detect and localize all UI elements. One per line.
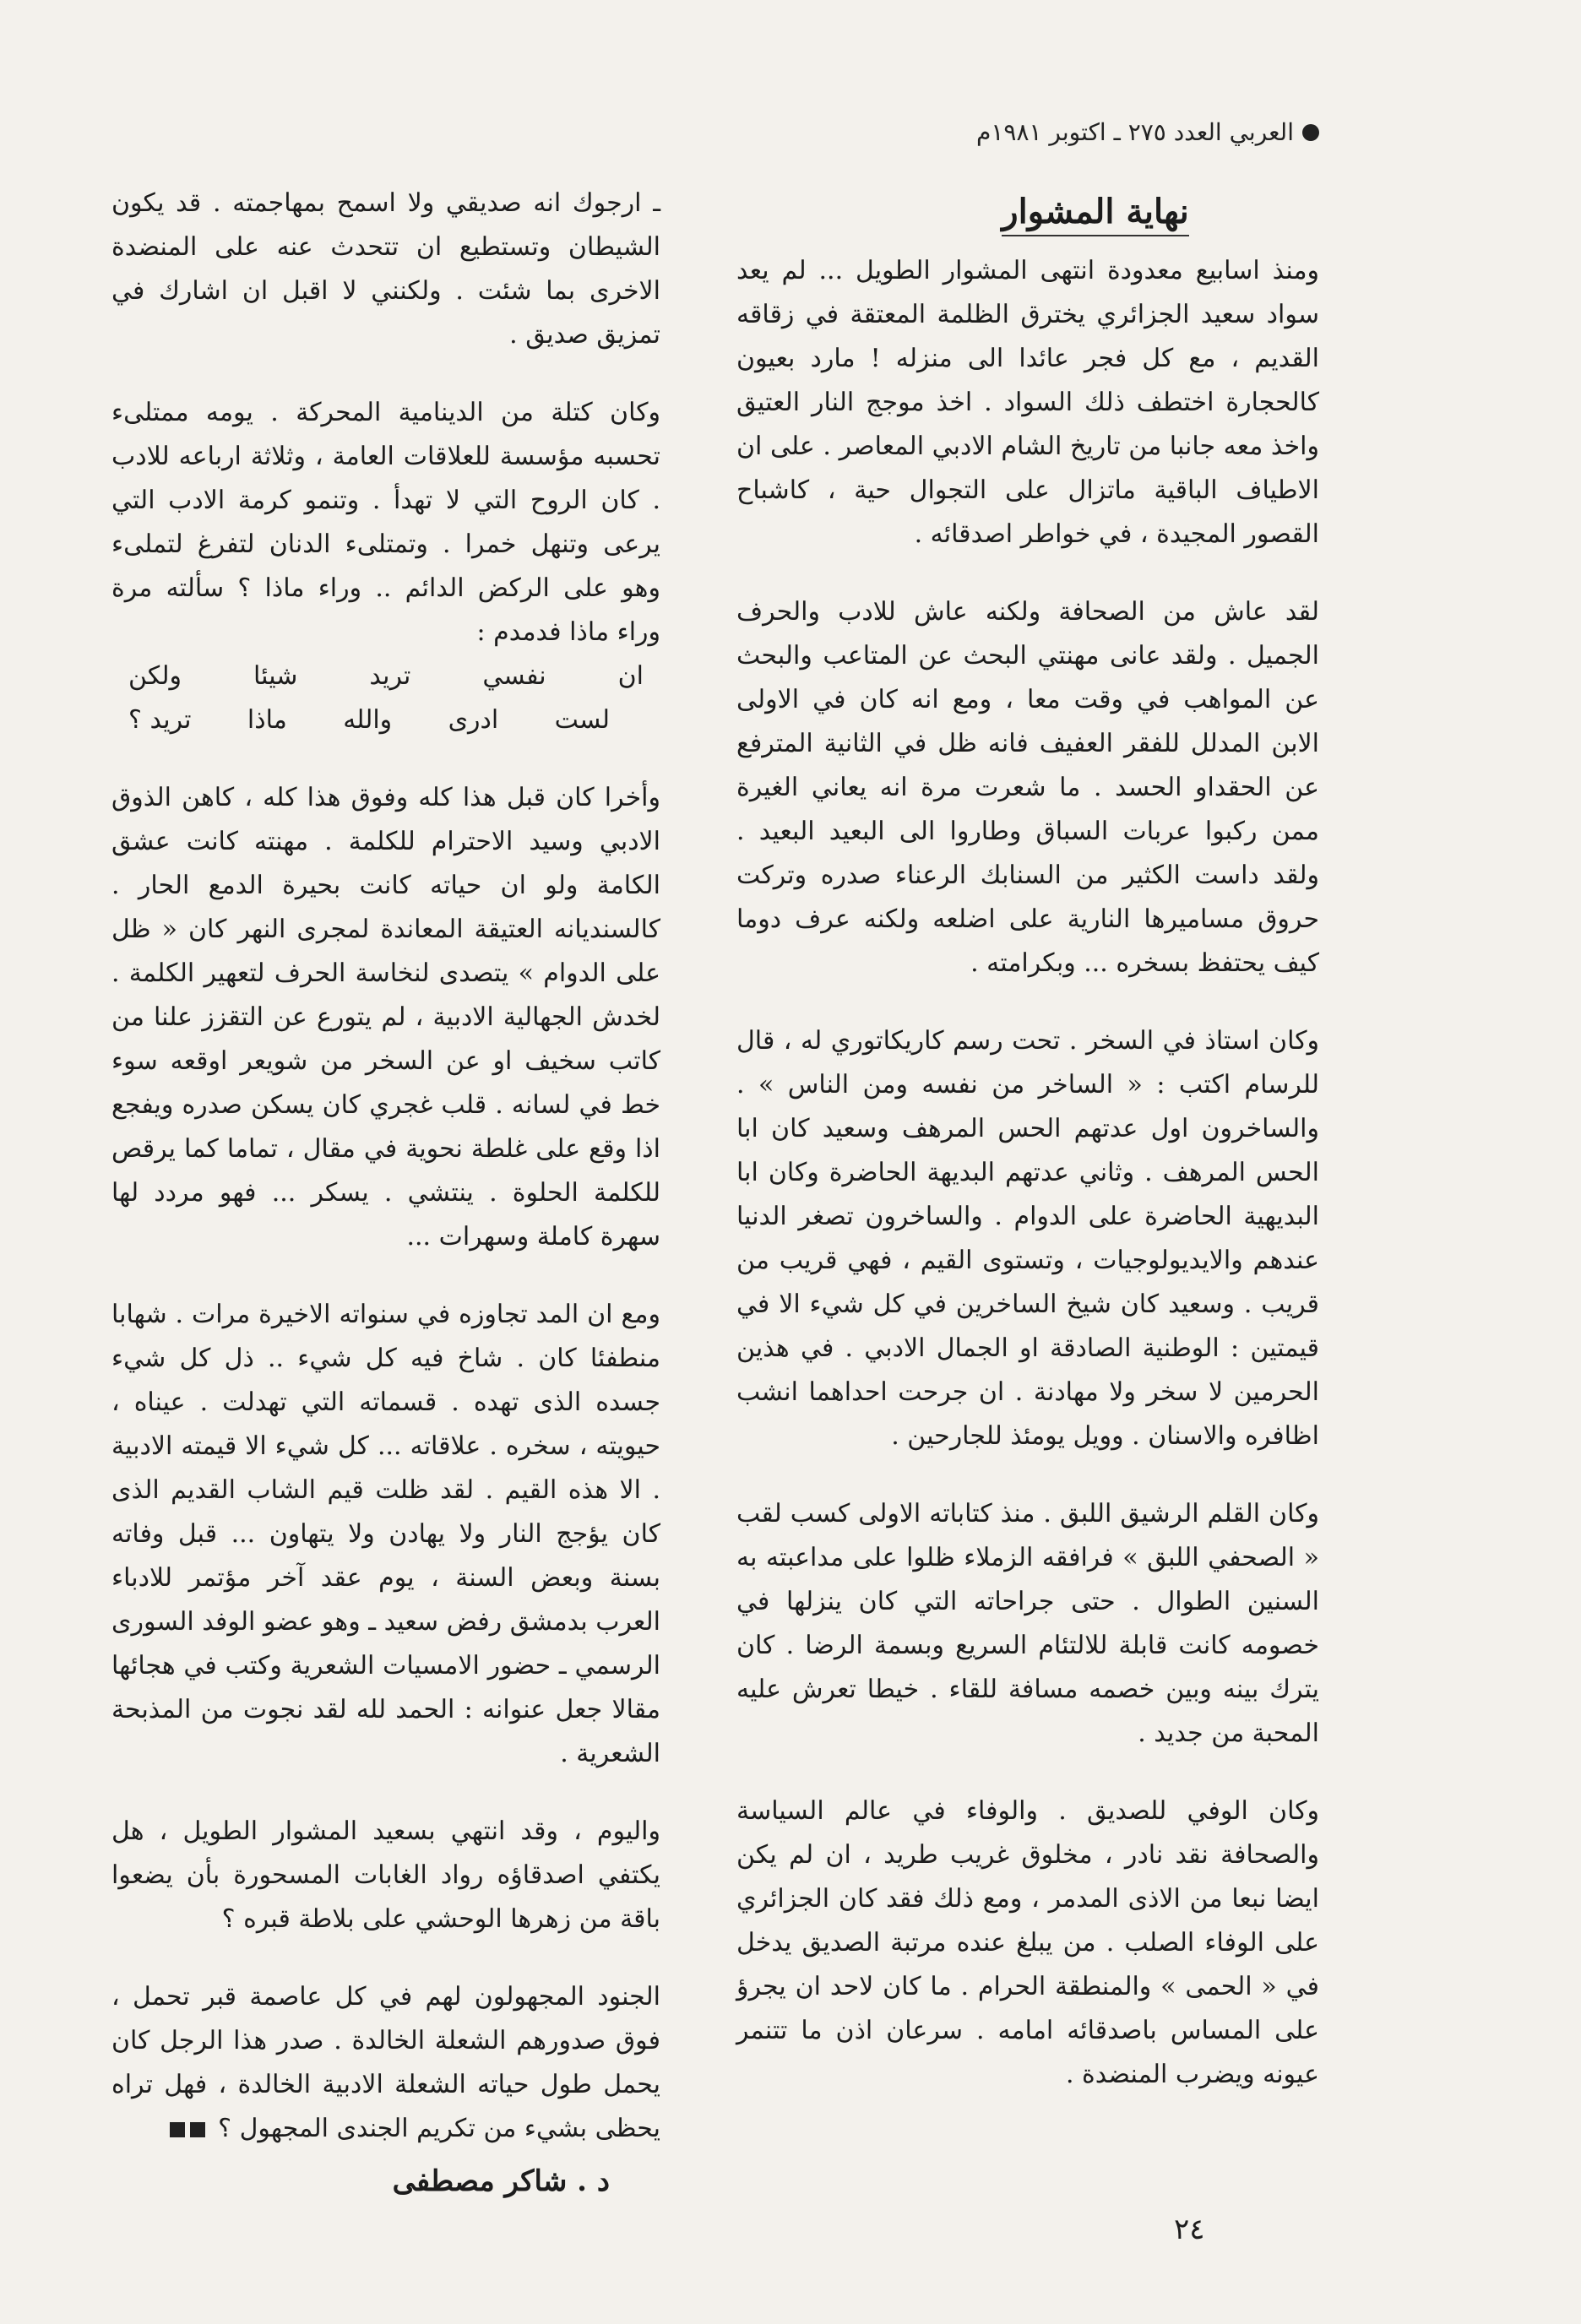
verse-word: والله [343, 705, 393, 735]
verse-word: ولكن [128, 661, 182, 691]
verse-word: نفسي [482, 661, 546, 691]
paragraph: ومع ان المد تجاوزه في سنواته الاخيرة مرات . شهابا منطفئا كان . شاخ فيه كل شيء .. ذل كل شيء جسده الذى تهده . قسماته التي تهدلت . عيناه ، حيويته ، سخره . علاقاته ... كل شيء الا قيمته الادبية . الا هذه القيم . لقد ظلت قيم الشاب القديم الذى كان يؤجج النار ولا يهادن ولا يتهاون ... قبل وفاته بسنة وبعض السنة ، يوم عقد آخر مؤتمر للادباء العرب بدمشق رفض سعيد ـ وهو عضو الوفد السورى الرسمي ـ حضور الامسيات الشعرية وكتب في هجائها مقالا جعل عنوانه : الحمد لله لقد نجوت من المذبحة الشعرية . [111, 1300, 661, 1768]
paragraph: وكان القلم الرشيق اللبق . منذ كتاباته الاولى كسب لقب « الصحفي اللبق » فرافقه الزملاء ظلوا على مداعبته به السنين الطوال . حتى جراحاته التي كان ينزلها في خصومه كانت قابلة للالتئام السريع وبسمة الرضا . كان يترك بينه وبين خصمه مسافة للقاء . خيطا تعرش عليه المحبة من جديد . [736, 1499, 1319, 1748]
paragraph: وأخرا كان قبل هذا كله وفوق هذا كله ، كاهن الذوق الادبي وسيد الاحترام للكلمة . مهنته كانت عشق الكامة ولو ان حياته كانت بحيرة الدمع الحار . كالسنديانه العتيقة المعاندة لمجرى النهر كان « ظل على الدوام » يتصدى لنخاسة الحرف لتعهير الكلمة . لخدش الجهالية الادبية ، لم يتورع عن التقزز علنا من كاتب سخيف او عن السخر من شويعر اوقعه سوء خط في لسانه . قلب غجري كان يسكن صدره ويفجع اذا وقع على غلطة نحوية في مقال ، تماما كما يرقص للكلمة الحلوة . ينتشي . يسكر ... فهو مردد لها سهرة كاملة وسهرات ... [111, 783, 661, 1252]
verse-line-2 [111, 698, 660, 742]
paragraph: وكان كتلة من الدينامية المحركة . يومه ممتلىء تحسبه مؤسسة للعلاقات العامة ، وثلاثة ارباعه للادب . كان الروح التي لا تهدأ . وتنمو كرمة الادب التي يرعى وتنهل خمرا . وتمتلىء الدنان لتفرغ لتملىء وهو على الركض الدائم .. وراء ماذا ؟ سألته مرة وراء ماذا فدمدم : [111, 398, 660, 647]
article-title: نهاية المشوار [1002, 192, 1188, 236]
paragraph: واليوم ، وقد انتهي بسعيد المشوار الطويل ، هل يكتفي اصدقاؤه رواد الغابات المسحورة بأن يضعوا باقة من زهرها الوحشي على بلاطة قبره ؟ [111, 1816, 660, 1934]
verse-word: ماذا [247, 705, 287, 735]
author-signature: د . شاكر مصطفى [392, 2164, 610, 2198]
page-number: ٢٤ [1174, 2213, 1205, 2246]
paragraph: لقد عاش من الصحافة ولكنه عاش للادب والحرف الجميل . ولقد عانى مهنتي البحث عن المتاعب والبحث عن المواهب في وقت معا ، ومع انه كان في الاولى الابن المدلل للفقر العفيف فانه ظل في الثانية المترفع عن الحقداو الحسد . ما شعرت مرة انه يعاني الغيرة ممن ركبوا عربات السباق وطاروا الى البعيد البعيد . ولقد داست الكثير من السنابك الرعناء صدره وتركت حروق مساميرها النارية على اضلعه ولكنه عرف دوما كيف يحتفظ بسخره ... وبكرامته . [736, 597, 1319, 978]
header-bullet-icon [1302, 124, 1319, 141]
paragraph: وكان الوفي للصديق . والوفاء في عالم السياسة والصحافة نقد نادر ، مخلوق غريب طريد ، ان لم يكن ايضا نبعا من الاذى المدمر ، ومع ذلك فقد كان الجزائري على الوفاء الصلب . من يبلغ عنده مرتبة الصديق يدخل في « الحمى » والمنطقة الحرام . ما كان لاحد ان يجرؤ على المساس باصدقائه امامه . سرعان اذن ما تتنمر عيونه ويضرب المنضدة . [736, 1796, 1319, 2089]
verse-line-1 [111, 654, 660, 698]
paragraph: وكان استاذ في السخر . تحت رسم كاريكاتوري له ، قال للرسام اكتب : « الساخر من نفسه ومن الناس » . والساخرون اول عدتهم الحس المرهف وسعيد كان ابا الحس المرهف . وثاني عدتهم البديهة الحاضرة وكان ابا البديهية الحاضرة على الدوام . والساخرون تصغر الدنيا عندهم والايديولوجيات ، وتستوى القيم ، فهي قريب من قريب . وسعيد كان شيخ الساخرين في كل شيء الا في قيمتين : الوطنية الصادقة او الجمال الادبي . في هذين الحرمين لا سخر ولا مهادنة . ان جرحت احداهما انشب اظافره والاسنان . وويل يومئذ للجارحين . [736, 1026, 1319, 1451]
poem-verse [111, 654, 660, 742]
verse-word: لست [554, 705, 610, 735]
verse-word: تريد [369, 661, 411, 691]
paragraph-text: الجنود المجهولون لهم في كل عاصمة قبر تحمل ، فوق صدورهم الشعلة الخالدة . صدر هذا الرجل كان يحمل طول حياته الشعلة الادبية الخالدة ، فهل تراه يحظى بشيء من تكريم الجندى المجهول ؟ [111, 1982, 660, 2143]
end-mark-icon [170, 2122, 185, 2137]
running-title: العربي العدد ٢٧٥ ـ اكتوبر ١٩٨١م [976, 118, 1294, 146]
paragraph: ـ ارجوك انه صديقي ولا اسمح بمهاجمته . قد يكون الشيطان وتستطيع ان تتحدث عنه على المنضدة الاخرى بما شئت . ولكنني لا اقبل ان اشارك في تمزيق صديق . [111, 188, 660, 350]
verse-word: ان [617, 661, 644, 691]
left-column [111, 182, 660, 2203]
verse-word: تريد ؟ [128, 705, 192, 735]
final-paragraph [111, 1975, 660, 2151]
end-mark-icon [190, 2122, 205, 2137]
running-header [976, 118, 1319, 146]
verse-word: ادرى [448, 705, 499, 735]
article-title-wrap [736, 190, 1319, 234]
verse-word: شيئا [253, 661, 298, 691]
paragraph: ومنذ اسابيع معدودة انتهى المشوار الطويل ... لم يعد سواد سعيد الجزائري يخترق الظلمة المعتقة في زقاقه القديم ، مع كل فجر عائدا الى منزله ! مارد بعيون كالحجارة اختطف ذلك السواد . اخذ موجج النار العتيق واخذ معه جانبا من تاريخ الشام الادبي المعاصر . على ان الاطياف الباقية ماتزال على التجوال حية ، كاشباح القصور المجيدة ، في خواطر اصدقائه . [736, 256, 1319, 549]
right-column [736, 190, 1319, 2131]
